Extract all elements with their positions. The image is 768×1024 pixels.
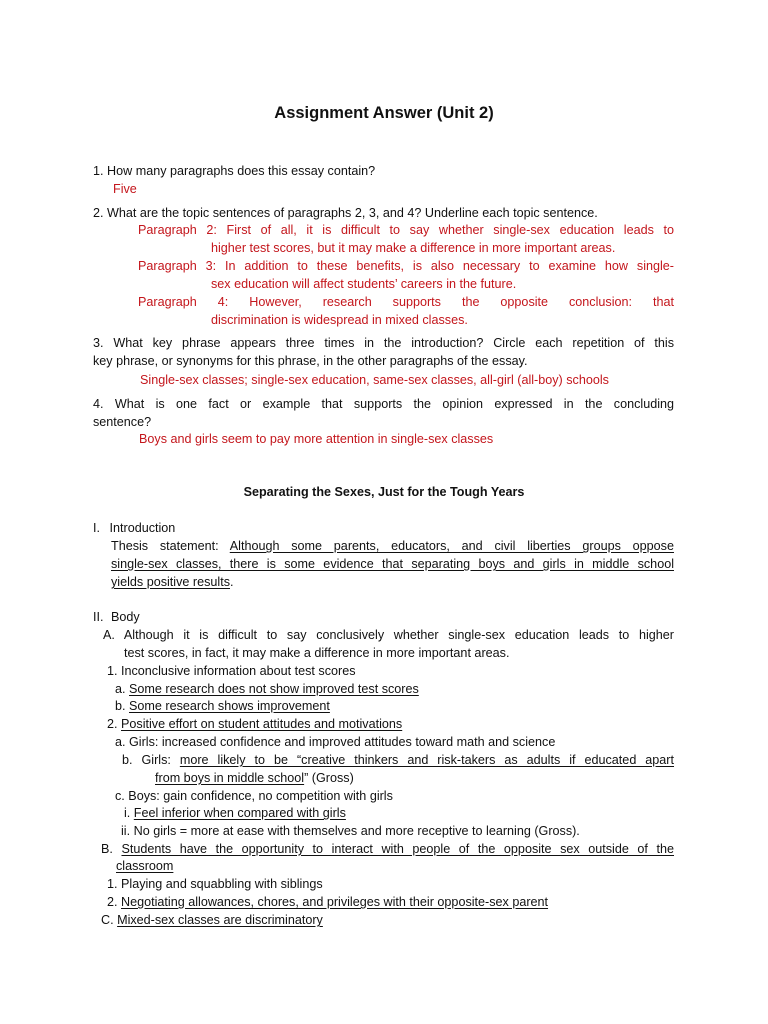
body-A1: 1. Inconclusive information about test scores bbox=[107, 664, 356, 678]
body-A1a bbox=[115, 680, 419, 698]
outline-body bbox=[93, 608, 140, 626]
body-A2cii: ii. No girls = more at ease with themselves and more receptive to learning (Gross). bbox=[121, 824, 580, 838]
question-text: What are the topic sentences of paragraphs 2, 3, and 4? Underline each topic sentence. bbox=[107, 206, 598, 220]
item-text: Feel inferior when compared with girls bbox=[133, 806, 346, 820]
body-A2a: a. Girls: increased confidence and improved attitudes toward math and science bbox=[115, 735, 556, 749]
thesis-text-end: yields positive results bbox=[111, 575, 230, 589]
body-A2b-line2 bbox=[155, 769, 354, 787]
question-2 bbox=[93, 204, 598, 222]
body-C bbox=[101, 911, 323, 929]
thesis-label: Thesis statement: bbox=[111, 539, 219, 553]
item-text: Some research shows improvement bbox=[129, 699, 330, 713]
answer-3: Single-sex classes; single-sex education, same-sex classes, all-girl (all-boy) schools bbox=[140, 373, 609, 387]
outline-letter: C. bbox=[101, 913, 114, 927]
question-text: How many paragraphs does this essay contain? bbox=[107, 164, 376, 178]
question-number: 1. bbox=[93, 164, 104, 178]
answer-2-paragraph-4-line1: Paragraph 4: However, research supports the opposite conclusion: that bbox=[138, 295, 674, 309]
outline-numeral: II. bbox=[93, 610, 104, 624]
body-B1: 1. Playing and squabbling with siblings bbox=[107, 877, 323, 891]
outline-intro bbox=[93, 519, 175, 537]
outline-intro-label: Introduction bbox=[109, 521, 176, 535]
body-A1b bbox=[115, 697, 330, 715]
item-text: Mixed-sex classes are discriminatory bbox=[117, 913, 323, 927]
item-prefix: 2. bbox=[107, 895, 118, 909]
question-3-line2: key phrase, or synonyms for this phrase, in the other paragraphs of the essay. bbox=[93, 354, 528, 368]
item-text: Some research does not show improved test scores bbox=[129, 682, 419, 696]
item-text: from boys in middle school bbox=[155, 771, 305, 785]
thesis-text: Although some parents, educators, and civil liberties groups oppose bbox=[229, 539, 674, 553]
item-citation: ” (Gross) bbox=[304, 771, 354, 785]
question-3-line1 bbox=[93, 334, 674, 352]
body-A2 bbox=[107, 715, 402, 733]
item-text: more likely to be “creative thinkers and risk-takers as adults if educated apart bbox=[179, 753, 675, 767]
question-text: What key phrase appears three times in the introduction? Circle each repetition of this bbox=[113, 336, 675, 350]
answer-2-paragraph-4-line2: discrimination is widespread in mixed classes. bbox=[211, 313, 468, 327]
item-text: Positive effort on student attitudes and motivations bbox=[121, 717, 403, 731]
question-1 bbox=[93, 162, 375, 180]
thesis-period: . bbox=[230, 575, 234, 589]
body-B-line1 bbox=[101, 840, 674, 858]
item-prefix: b. bbox=[115, 699, 126, 713]
item-prefix: i. bbox=[124, 806, 131, 820]
thesis-line2: single-sex classes, there is some evidence that separating boys and girls in middle school bbox=[111, 557, 674, 571]
body-A2b-line1 bbox=[122, 751, 674, 769]
body-A2ci bbox=[124, 804, 346, 822]
answer-2-paragraph-3-line2: sex education will affect students’ careers in the future. bbox=[211, 277, 517, 291]
question-number: 4. bbox=[93, 397, 104, 411]
body-A-line1 bbox=[103, 626, 674, 644]
body-B2 bbox=[107, 893, 548, 911]
outline-body-label: Body bbox=[111, 610, 140, 624]
thesis-line3 bbox=[111, 573, 234, 591]
item-text: Negotiating allowances, chores, and privileges with their opposite-sex parent bbox=[121, 895, 549, 909]
outline-letter: B. bbox=[101, 842, 113, 856]
question-4-line1 bbox=[93, 395, 674, 413]
outline-letter: A. bbox=[103, 628, 115, 642]
question-number: 2. bbox=[93, 206, 104, 220]
outline-heading: Separating the Sexes, Just for the Tough Years bbox=[243, 485, 525, 499]
body-B-line2: classroom bbox=[116, 859, 174, 873]
page-title: Assignment Answer (Unit 2) bbox=[274, 104, 494, 122]
outline-numeral: I. bbox=[93, 521, 100, 535]
item-text: Students have the opportunity to interact with people of the opposite sex outside of the bbox=[121, 842, 674, 856]
answer-2-paragraph-2-line2: higher test scores, but it may make a difference in more important areas. bbox=[211, 241, 616, 255]
item-prefix: b. Girls: bbox=[122, 753, 171, 767]
question-number: 3. bbox=[93, 336, 104, 350]
answer-4: Boys and girls seem to pay more attention in single-sex classes bbox=[139, 432, 494, 446]
thesis-line1 bbox=[111, 537, 674, 555]
answer-2-paragraph-3-line1: Paragraph 3: In addition to these benefits, is also necessary to examine how single- bbox=[138, 259, 674, 273]
answer-2-paragraph-2-line1: Paragraph 2: First of all, it is difficult to say whether single-sex education leads to bbox=[138, 223, 674, 237]
item-prefix: a. bbox=[115, 682, 126, 696]
question-text: What is one fact or example that supports the opinion expressed in the concluding bbox=[114, 397, 675, 411]
body-A-text: Although it is difficult to say conclusively whether single-sex education leads to higher bbox=[123, 628, 674, 642]
item-prefix: 2. bbox=[107, 717, 118, 731]
answer-1: Five bbox=[113, 182, 137, 196]
body-A2c: c. Boys: gain confidence, no competition with girls bbox=[115, 789, 393, 803]
question-4-line2: sentence? bbox=[93, 415, 152, 429]
body-A-line2: test scores, in fact, it may make a difference in more important areas. bbox=[124, 646, 510, 660]
